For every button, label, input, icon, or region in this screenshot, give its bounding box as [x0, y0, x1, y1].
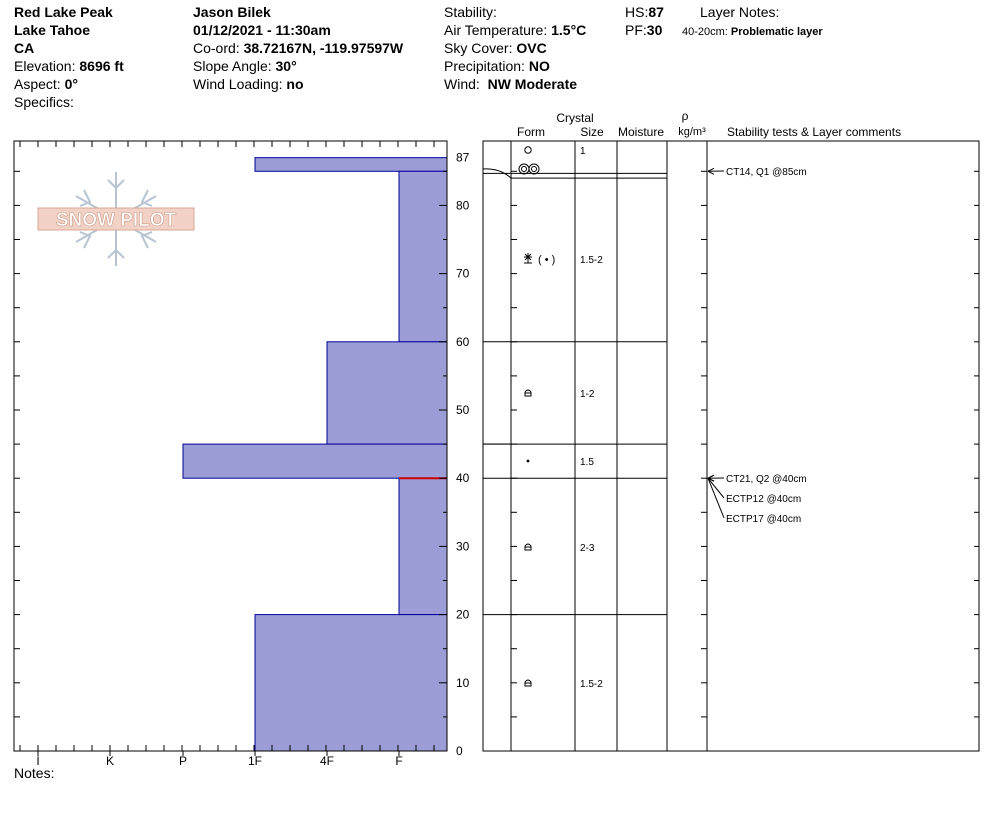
- layer-notes-label: Layer Notes:: [700, 4, 780, 20]
- hardness-tick-label: K: [105, 754, 115, 768]
- size-header: Size: [580, 125, 604, 139]
- stability-test-label: CT21, Q2 @40cm: [726, 474, 807, 485]
- decomposing-and-rounded-icon: [524, 253, 555, 266]
- pf-label: PF:: [625, 22, 647, 38]
- state-name: CA: [14, 40, 35, 56]
- air-temp-value: 1.5°C: [551, 22, 587, 38]
- depth-axis: [456, 151, 470, 758]
- hardness-bar: [399, 171, 447, 341]
- circle-shape: [529, 164, 539, 174]
- crystal-header: Crystal: [556, 111, 594, 125]
- circle-shape: [519, 164, 529, 174]
- stability-test-label: CT14, Q1 @85cm: [726, 167, 807, 178]
- depth-tick-label: 60: [456, 334, 470, 349]
- faceted-rounded-icon: [525, 680, 531, 686]
- grain-size: 1-2: [580, 389, 595, 400]
- wind-loading-value: no: [286, 76, 304, 92]
- sky-label: Sky Cover:: [444, 40, 513, 56]
- observer-name: Jason Bilek: [193, 4, 271, 20]
- depth-tick-label: 20: [456, 607, 470, 622]
- depth-tick-label: 50: [456, 403, 470, 417]
- wind-label: Wind:: [444, 76, 480, 92]
- slope-value: 30°: [275, 58, 297, 74]
- pf-value: 30: [646, 22, 663, 38]
- specifics-label: Specifics:: [14, 94, 74, 110]
- grain-size: 1.5: [580, 457, 594, 468]
- stability-label: Stability:: [444, 4, 497, 20]
- circle-shape: [522, 167, 527, 172]
- depth-tick-label: 30: [456, 539, 470, 554]
- notes-label: Notes:: [14, 765, 55, 781]
- stability-test-label: ECTP12 @40cm: [726, 494, 802, 505]
- stability-test-pointer: [708, 478, 724, 518]
- hardness-bar: [255, 615, 447, 751]
- stability-test-pointer: [708, 478, 724, 498]
- aspect-label: Aspect:: [14, 76, 61, 92]
- location-name: Red Lake Peak: [14, 4, 113, 20]
- depth-tick-label: 0: [456, 744, 463, 758]
- depth-tick-label: 80: [456, 198, 470, 213]
- hardness-axis: [36, 751, 402, 768]
- hardness-bars: [183, 158, 447, 751]
- elevation-value: 8696 ft: [79, 58, 124, 74]
- sky-value: OVC: [516, 40, 547, 56]
- moisture-header: Moisture: [617, 125, 665, 139]
- depth-tick-label: 87: [456, 150, 470, 165]
- circle-shape: [525, 147, 531, 153]
- stability-tests: [708, 167, 807, 525]
- circle-shape: [532, 167, 537, 172]
- grain-size: 1: [580, 146, 586, 157]
- snowpilot-logo: [38, 172, 194, 266]
- layer-note-text: Problematic layer: [730, 26, 823, 38]
- hardness-tick-label: 1F: [247, 754, 263, 768]
- hardness-bar: [183, 444, 447, 478]
- hardness-bar: [255, 158, 447, 172]
- grain-size: 1.5-2: [580, 679, 603, 690]
- dot-shape: [527, 460, 530, 463]
- hardness-tick-label: P: [178, 754, 188, 768]
- melt-forms-icon: [519, 164, 539, 174]
- depth-tick-label: 10: [456, 675, 470, 690]
- hardness-bar: [327, 342, 447, 444]
- layer-table: [483, 141, 979, 751]
- table-border: [483, 141, 979, 751]
- faceted-shape: [525, 390, 531, 396]
- wind-value: NW Moderate: [487, 76, 578, 92]
- hs-value: 87: [648, 4, 664, 20]
- wind-loading-label: Wind Loading:: [193, 76, 283, 92]
- grain-size: 1.5-2: [580, 255, 603, 266]
- grain-size: 2-3: [580, 543, 595, 554]
- depth-tick-label: 70: [456, 266, 470, 281]
- layer-note-range: 40-20cm:: [682, 26, 728, 38]
- faceted-rounded-icon: [525, 390, 531, 396]
- rho-header: ρ: [681, 109, 689, 123]
- hs-label: HS:: [625, 4, 649, 20]
- rounded-paren: ( • ): [538, 254, 556, 266]
- density-header: kg/m³: [678, 126, 706, 138]
- hardness-tick-label: 4F: [319, 754, 335, 768]
- slope-label: Slope Angle:: [193, 58, 272, 74]
- stability-test-label: ECTP17 @40cm: [726, 514, 802, 525]
- rounded-grains-icon: [527, 460, 530, 463]
- coord-label: Co-ord:: [193, 40, 240, 56]
- coord-value: 38.72167N, -119.97597W: [243, 40, 404, 56]
- depth-tick-label: 40: [456, 471, 470, 486]
- observation-datetime: 01/12/2021 - 11:30am: [193, 22, 331, 38]
- faceted-rounded-icon: [525, 544, 531, 550]
- hardness-tick-label: I: [36, 754, 40, 768]
- precip-value: NO: [528, 58, 550, 74]
- aspect-value: 0°: [64, 76, 78, 92]
- form-header: Form: [517, 125, 545, 139]
- air-temp-label: Air Temperature:: [444, 22, 548, 38]
- decomposed-shape: [524, 253, 532, 263]
- faceted-shape: [525, 680, 531, 686]
- region-name: Lake Tahoe: [14, 22, 90, 38]
- precipitation-particles-icon: [525, 147, 531, 153]
- hardness-tick-label: F: [395, 754, 403, 768]
- faceted-shape: [525, 544, 531, 550]
- elevation-label: Elevation:: [14, 58, 76, 74]
- comments-header: Stability tests & Layer comments: [727, 125, 902, 139]
- logo-text: SNOW PILOT: [55, 210, 177, 231]
- precip-label: Precipitation:: [444, 58, 525, 74]
